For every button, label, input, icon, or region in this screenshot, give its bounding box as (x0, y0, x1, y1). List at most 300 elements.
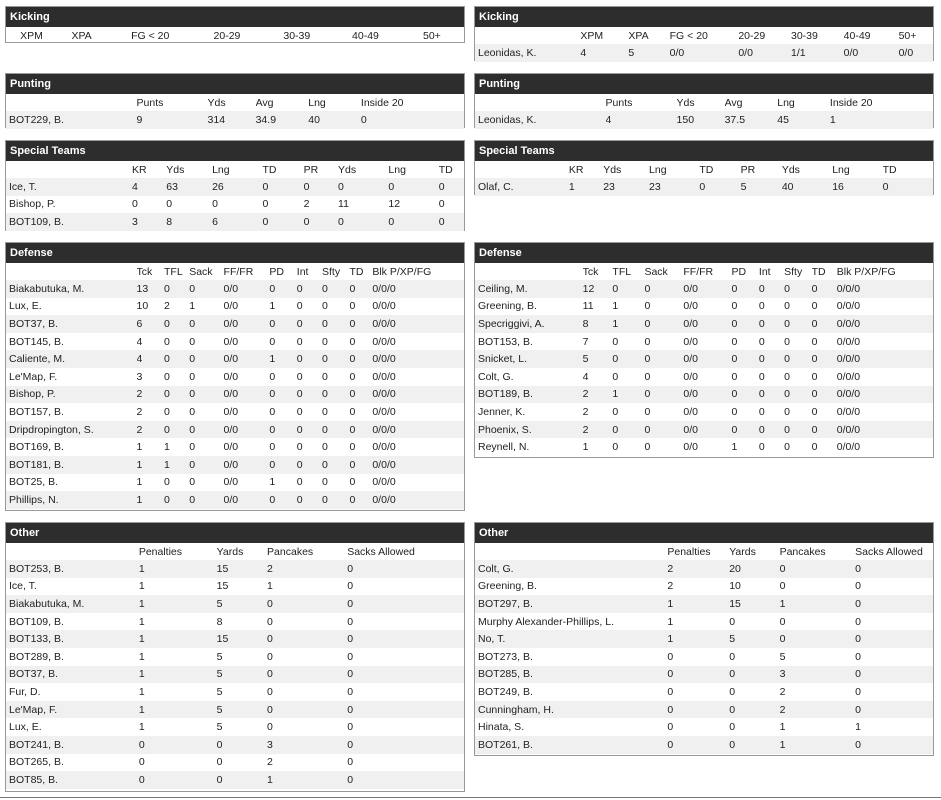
player-column-header (6, 263, 137, 280)
column-header: Pancakes (267, 545, 314, 558)
table-row (475, 736, 933, 754)
column-header: XPA (628, 29, 649, 42)
player-name: Fur, D. (6, 683, 139, 701)
stat-cell: 0/0 (224, 333, 270, 351)
stat-cell: 0/0/0 (837, 438, 933, 456)
table-row (6, 213, 464, 231)
player-name: Caliente, M. (6, 350, 137, 368)
stat-cell: 1 (780, 736, 856, 754)
column-header: Yds (781, 163, 800, 176)
player-name: BOT249, B. (475, 683, 667, 701)
left-punting-panel (5, 73, 465, 128)
stat-cell: 7 (583, 333, 613, 351)
column-header: 20-29 (738, 29, 766, 42)
column-header: Lng (649, 163, 667, 176)
stat-cell: 0 (812, 438, 837, 456)
stat-cell: 1 (189, 298, 223, 316)
stat-cell: 0 (759, 386, 784, 404)
stat-cell: 1 (830, 111, 933, 129)
player-name: BOT285, B. (475, 666, 667, 684)
stat-cell: 1 (267, 578, 347, 596)
stat-cell: 0 (855, 560, 933, 578)
stat-cell: 0 (731, 350, 758, 368)
player-column-header (475, 94, 606, 111)
stat-cell: 1 (269, 298, 296, 316)
player-column-header (475, 263, 583, 280)
player-column-header (6, 94, 137, 111)
stat-cell: 0 (189, 386, 223, 404)
stat-cell: 0 (855, 613, 933, 631)
stat-cell: 0 (812, 350, 837, 368)
stats-table (6, 94, 464, 129)
stat-cell: 0 (667, 718, 729, 736)
stat-cell: 6 (137, 315, 164, 333)
stat-cell: 0 (855, 701, 933, 719)
column-header: Lng (212, 163, 230, 176)
stat-cell: 0 (269, 403, 296, 421)
stat-cell: 13 (137, 280, 164, 298)
table-row (6, 560, 464, 578)
stat-cell: 150 (677, 111, 725, 129)
stat-cell: 0 (812, 280, 837, 298)
table-row (6, 718, 464, 736)
column-header: Int (758, 265, 771, 278)
stat-cell: 0 (612, 403, 644, 421)
stat-cell: 0 (784, 333, 811, 351)
stat-cell: 0 (297, 456, 322, 474)
player-name: Phillips, N. (6, 491, 137, 509)
stat-cell: 26 (212, 178, 262, 196)
stat-cell: 5 (217, 701, 267, 719)
stat-cell: 0 (731, 333, 758, 351)
stat-cell: 0/0 (224, 456, 270, 474)
column-header: Pancakes (779, 545, 826, 558)
stat-cell: 0 (644, 280, 683, 298)
stat-cell: 0 (322, 474, 349, 492)
stat-cell: 12 (388, 196, 438, 214)
stat-cell: 0 (731, 368, 758, 386)
table-row (475, 701, 933, 719)
stat-cell: 0/0/0 (837, 386, 933, 404)
stat-cell: 0 (267, 613, 347, 631)
player-name: BOT229, B. (6, 111, 137, 129)
stat-cell: 0 (784, 438, 811, 456)
stat-cell: 0 (784, 280, 811, 298)
player-name: BOT273, B. (475, 648, 667, 666)
stat-cell: 0 (217, 736, 267, 754)
stat-cell: 4 (132, 178, 166, 196)
stat-cell: 15 (217, 560, 267, 578)
right-other-panel (474, 522, 934, 756)
stat-cell: 0 (269, 368, 296, 386)
stat-cell: 0 (189, 333, 223, 351)
column-header: Blk P/XP/FG (372, 265, 432, 278)
stat-cell: 0 (322, 438, 349, 456)
stat-cell: 0 (267, 666, 347, 684)
table-row (6, 315, 464, 333)
table-row (6, 491, 464, 509)
stat-cell: 0/0/0 (372, 368, 464, 386)
stat-cell: 0 (812, 333, 837, 351)
stat-cell: 0 (269, 315, 296, 333)
stat-cell: 0 (189, 456, 223, 474)
stat-cell: 63 (166, 178, 212, 196)
stat-cell: 0/0/0 (837, 403, 933, 421)
stat-cell: 0/0 (224, 403, 270, 421)
stat-cell: 0 (759, 368, 784, 386)
stat-cell: 10 (137, 298, 164, 316)
table-row (6, 368, 464, 386)
stat-cell: 5 (780, 648, 856, 666)
stat-cell: 0 (784, 315, 811, 333)
column-header: Lng (388, 163, 406, 176)
column-header: Sacks Allowed (347, 545, 415, 558)
table-row (6, 578, 464, 596)
player-name: BOT265, B. (6, 754, 139, 772)
column-header: PR (740, 163, 756, 176)
stat-cell: 0 (139, 736, 217, 754)
column-header: Lng (832, 163, 850, 176)
stat-cell: 0/0 (224, 421, 270, 439)
stat-cell: 0 (297, 368, 322, 386)
stat-cell: 0/0/0 (837, 421, 933, 439)
stat-cell: 0 (759, 280, 784, 298)
stat-cell: 0/0 (683, 368, 731, 386)
stat-cell: 0/0 (899, 44, 933, 62)
table-row (475, 178, 933, 196)
stat-cell: 0 (297, 315, 322, 333)
stat-cell: 0 (267, 718, 347, 736)
table-row (6, 403, 464, 421)
column-header: Punts (605, 96, 633, 109)
stat-cell: 0 (729, 718, 779, 736)
stat-cell: 2 (780, 683, 856, 701)
player-name: BOT253, B. (6, 560, 139, 578)
stat-cell: 5 (217, 595, 267, 613)
player-name: Cunningham, H. (475, 701, 667, 719)
column-header: FF/FR (683, 265, 714, 278)
stat-cell: 0 (644, 386, 683, 404)
player-name: Ice, T. (6, 178, 132, 196)
player-name: BOT189, B. (475, 386, 583, 404)
stat-cell: 34.9 (256, 111, 309, 129)
table-row (475, 333, 933, 351)
table-row (6, 350, 464, 368)
stat-cell: 0 (784, 403, 811, 421)
stats-table (475, 543, 933, 754)
table-row (6, 438, 464, 456)
stat-cell: 0 (189, 350, 223, 368)
stat-cell: 4 (137, 333, 164, 351)
stat-cell: 0/0/0 (372, 403, 464, 421)
player-name: Biakabutuka, M. (6, 595, 139, 613)
stat-cell: 1 (139, 560, 217, 578)
stat-cell: 0 (349, 298, 372, 316)
stat-cell: 0/0/0 (372, 350, 464, 368)
stat-cell: 0 (644, 403, 683, 421)
page-divider (0, 797, 941, 798)
stat-cell: 8 (583, 315, 613, 333)
stat-cell: 0 (855, 683, 933, 701)
stat-cell: 0 (349, 456, 372, 474)
stat-cell: 0/0 (224, 315, 270, 333)
stat-cell: 0 (361, 111, 464, 129)
table-row (475, 111, 933, 129)
stat-cell: 0 (667, 683, 729, 701)
stat-cell: 0 (164, 333, 189, 351)
header-row (475, 27, 933, 44)
stat-cell: 1 (612, 298, 644, 316)
player-name: BOT261, B. (475, 736, 667, 754)
stat-cell: 0/0 (683, 315, 731, 333)
stat-cell: 0/0 (683, 386, 731, 404)
stat-cell: 0 (612, 368, 644, 386)
stat-cell: 0 (347, 701, 464, 719)
stat-cell: 0 (347, 630, 464, 648)
stat-cell: 0 (644, 438, 683, 456)
table-row (6, 666, 464, 684)
stat-cell: 0/0 (683, 421, 731, 439)
panel-title: Punting (6, 74, 464, 94)
player-column-header (6, 161, 132, 178)
stat-cell: 1/1 (791, 44, 844, 62)
stat-cell: 0/0 (844, 44, 899, 62)
player-name: Colt, G. (475, 368, 583, 386)
stat-cell: 1 (667, 630, 729, 648)
stat-cell: 2 (164, 298, 189, 316)
stat-cell: 0 (349, 474, 372, 492)
stat-cell: 4 (583, 368, 613, 386)
stat-cell: 0/0 (224, 386, 270, 404)
column-header: Tck (136, 265, 153, 278)
stat-cell: 0 (132, 196, 166, 214)
header-row (6, 94, 464, 111)
table-row (6, 280, 464, 298)
stat-cell: 1 (780, 718, 856, 736)
stat-cell: 0 (347, 754, 464, 772)
stat-cell: 0/0 (224, 298, 270, 316)
table-row (475, 298, 933, 316)
stat-cell: 0 (780, 578, 856, 596)
stat-cell: 0 (269, 438, 296, 456)
stat-cell: 0 (731, 315, 758, 333)
stats-table (6, 543, 464, 789)
stat-cell: 0 (322, 333, 349, 351)
stat-cell: 0 (812, 403, 837, 421)
panel-title: Special Teams (475, 141, 933, 161)
right-punting-panel (474, 73, 934, 128)
panel-title: Defense (475, 243, 933, 263)
panel-title: Kicking (6, 7, 464, 27)
stat-cell: 0 (139, 754, 217, 772)
column-header: Penalties (667, 545, 711, 558)
player-name: BOT37, B. (6, 315, 137, 333)
table-row (475, 595, 933, 613)
table-row (6, 474, 464, 492)
stat-cell: 45 (777, 111, 830, 129)
player-name: BOT169, B. (6, 438, 137, 456)
column-header: Yds (338, 163, 357, 176)
stat-cell: 0/0/0 (837, 298, 933, 316)
stat-cell: 0 (304, 178, 338, 196)
stat-cell: 0 (164, 403, 189, 421)
stat-cell: 0 (699, 178, 740, 196)
stat-cell: 0/0/0 (372, 280, 464, 298)
player-column-header (475, 543, 667, 560)
player-name: BOT153, B. (475, 333, 583, 351)
stat-cell: 0 (349, 491, 372, 509)
stat-cell: 0/0 (224, 491, 270, 509)
column-header: 40-49 (352, 29, 379, 42)
stat-cell: 0 (439, 178, 464, 196)
stat-cell: 0 (262, 196, 303, 214)
column-header: 30-39 (790, 29, 818, 42)
stat-cell: 1 (139, 578, 217, 596)
stat-cell: 0 (855, 630, 933, 648)
stat-cell: 3 (132, 213, 166, 231)
stat-cell: 1 (164, 438, 189, 456)
stat-cell: 0 (322, 350, 349, 368)
table-row (475, 683, 933, 701)
table-row (6, 648, 464, 666)
stat-cell: 0 (297, 350, 322, 368)
stat-cell: 1 (137, 456, 164, 474)
stat-cell: 0 (612, 421, 644, 439)
column-header: XPA (71, 29, 92, 42)
panel-title: Other (6, 523, 464, 543)
stat-cell: 0 (267, 595, 347, 613)
column-header: Inside 20 (829, 96, 873, 109)
stat-cell: 5 (217, 666, 267, 684)
stat-cell: 0/0 (224, 368, 270, 386)
column-header: TD (349, 265, 364, 278)
stat-cell: 5 (729, 630, 779, 648)
stat-cell: 40 (782, 178, 832, 196)
stat-cell: 2 (267, 560, 347, 578)
column-header: Sack (644, 265, 668, 278)
table-row (475, 718, 933, 736)
stat-cell: 0 (322, 421, 349, 439)
stat-cell: 0/0/0 (372, 386, 464, 404)
stat-cell: 1 (612, 315, 644, 333)
stat-cell: 0 (297, 421, 322, 439)
stat-cell: 0 (729, 736, 779, 754)
stat-cell: 0 (189, 403, 223, 421)
stat-cell: 37.5 (725, 111, 778, 129)
stat-cell: 0 (139, 771, 217, 789)
stat-cell: 0/0 (683, 438, 731, 456)
stat-cell: 0 (297, 280, 322, 298)
stat-cell: 0 (759, 403, 784, 421)
player-name: Olaf, C. (475, 178, 569, 196)
stat-cell: 0 (612, 350, 644, 368)
stat-cell: 2 (583, 386, 613, 404)
stat-cell: 2 (137, 403, 164, 421)
stat-cell: 23 (649, 178, 699, 196)
player-name: BOT133, B. (6, 630, 139, 648)
stat-cell: 1 (137, 438, 164, 456)
stat-cell: 8 (166, 213, 212, 231)
table-row (475, 44, 933, 62)
stat-cell: 0 (644, 350, 683, 368)
player-name: Greening, B. (475, 578, 667, 596)
player-name: BOT181, B. (6, 456, 137, 474)
table-row (475, 666, 933, 684)
column-header: Yds (207, 96, 226, 109)
header-row (475, 543, 933, 560)
stat-cell: 0 (439, 213, 464, 231)
player-name: Ice, T. (6, 578, 139, 596)
stat-cell: 0 (164, 368, 189, 386)
stat-cell: 1 (139, 718, 217, 736)
stat-cell: 16 (832, 178, 882, 196)
table-row (475, 630, 933, 648)
stat-cell: 2 (583, 403, 613, 421)
stat-cell: 4 (580, 44, 628, 62)
stat-cell: 0 (164, 474, 189, 492)
column-header: PD (269, 265, 284, 278)
stats-table (475, 27, 933, 62)
left-kicking-panel (5, 6, 465, 43)
column-header: KR (568, 163, 584, 176)
player-name: Jenner, K. (475, 403, 583, 421)
panel-title: Other (475, 523, 933, 543)
stat-cell: 40 (308, 111, 361, 129)
column-header: 50+ (898, 29, 917, 42)
header-row (6, 543, 464, 560)
column-header: Int (296, 265, 309, 278)
stat-cell: 0 (731, 298, 758, 316)
stat-cell: 0 (164, 386, 189, 404)
stats-table (475, 94, 933, 129)
stat-cell: 0 (349, 280, 372, 298)
player-column-header (475, 27, 580, 44)
player-name: Hinata, S. (475, 718, 667, 736)
table-row (6, 754, 464, 772)
stat-cell: 0 (304, 213, 338, 231)
stat-cell: 20 (729, 560, 779, 578)
table-row (6, 111, 464, 129)
stat-cell: 0 (189, 280, 223, 298)
stat-cell: 0 (812, 368, 837, 386)
stat-cell: 0 (347, 666, 464, 684)
stat-cell: 1 (667, 613, 729, 631)
column-header: TD (262, 163, 277, 176)
stat-cell: 0 (812, 386, 837, 404)
stat-cell: 0 (322, 315, 349, 333)
right-special-teams-panel (474, 140, 934, 195)
table-row (475, 368, 933, 386)
stat-cell: 0 (349, 333, 372, 351)
stat-cell: 0 (189, 315, 223, 333)
stat-cell: 0 (347, 771, 464, 789)
stat-cell: 0 (189, 368, 223, 386)
stat-cell: 0 (349, 315, 372, 333)
column-header: PR (303, 163, 319, 176)
player-name: BOT241, B. (6, 736, 139, 754)
stat-cell: 0/0/0 (372, 438, 464, 456)
table-row (6, 771, 464, 789)
stat-cell: 0/0 (683, 350, 731, 368)
table-row (475, 438, 933, 456)
stat-cell: 0 (759, 315, 784, 333)
player-name: BOT297, B. (475, 595, 667, 613)
panel-title: Special Teams (6, 141, 464, 161)
player-name: Bishop, P. (6, 196, 132, 214)
stats-table (6, 27, 464, 44)
stat-cell: 1 (137, 491, 164, 509)
column-header: FG < 20 (131, 29, 170, 42)
